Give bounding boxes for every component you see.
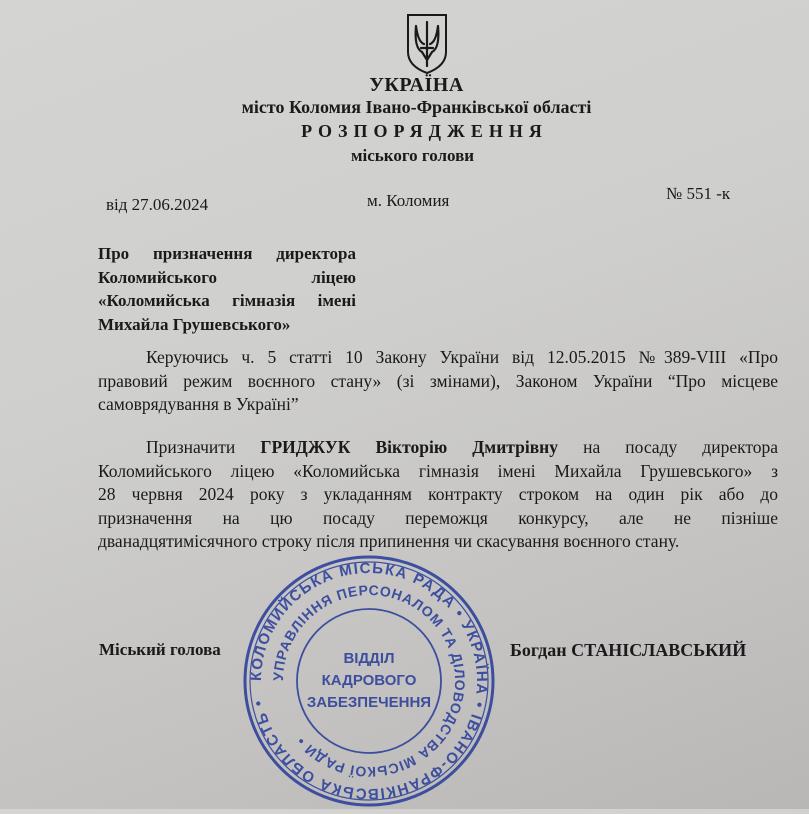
country-heading: УКРАЇНА xyxy=(369,74,464,96)
document-subject xyxy=(98,242,356,336)
city-line: місто Коломия Івано-Франківської області xyxy=(241,97,592,117)
preamble-line: самоврядування в Україні” xyxy=(98,394,299,414)
stamp-inner-text: УПРАВЛІННЯ ПЕРСОНАЛОМ ТА ДІЛОВОДСТВА МІСЬКОЇ РАДИ • xyxy=(269,581,469,781)
stamp-center-line: КАДРОВОГО xyxy=(321,672,417,689)
order-line-rest: на посаду директора xyxy=(583,437,779,457)
subject-line: Михайла Грушевського» xyxy=(98,314,291,334)
stamp-center-line: ЗАБЕЗПЕЧЕННЯ xyxy=(306,694,432,711)
order-line: призначення на цю посаду переможця конкурсу, але не пізніше xyxy=(98,507,778,528)
issuer-line: міського голови xyxy=(350,146,475,165)
order-verb: Призначити xyxy=(146,437,236,457)
preamble-line: правовий режим воєнного стану» (зі змінами), Законом України “Про місцеве xyxy=(98,370,778,391)
document-type: РОЗПОРЯДЖЕННЯ xyxy=(301,121,548,141)
stamp-center-text xyxy=(241,553,497,809)
preamble-line: Керуючись ч. 5 статті 10 Закону України від 12.05.2015 №389-VIII «Про xyxy=(146,347,778,367)
document-number: № 551 -к xyxy=(666,184,731,203)
stamp-center-line: ВІДДІЛ xyxy=(343,650,395,667)
document-date: від 27.06.2024 xyxy=(106,195,209,214)
subject-line: Про призначення директора xyxy=(98,244,356,263)
order-line: Коломийського ліцею «Коломийська гімназія імені Михайла Грушевського» з xyxy=(98,460,778,481)
subject-line: «Коломийська гімназія імені xyxy=(98,291,356,310)
order-line: дванадцятимісячного строку після припинення чи скасування воєнного стану. xyxy=(98,531,680,551)
order-line xyxy=(98,436,778,460)
document-place: м. Коломия xyxy=(367,191,450,210)
official-stamp xyxy=(241,553,497,809)
stamp-outer-text: КОЛОМИЙСЬКА МІСЬКА РАДА • УКРАЇНА • ІВАНО-ФРАНКІВСЬКА ОБЛАСТЬ • xyxy=(247,559,491,803)
signatory-role: Міський голова xyxy=(99,640,221,659)
order-line: 28 червня 2024 року з укладанням контракту строком на один рік або до xyxy=(98,484,778,504)
order-paragraph xyxy=(98,436,778,554)
trident-coat-of-arms-icon xyxy=(404,12,450,76)
appointee-name: ГРИДЖУК Вікторію Дмитрівну xyxy=(260,437,558,457)
signatory-name: Богдан СТАНІСЛАВСЬКИЙ xyxy=(510,640,747,660)
preamble-paragraph xyxy=(98,346,778,417)
subject-line: Коломийського ліцею xyxy=(98,267,356,287)
